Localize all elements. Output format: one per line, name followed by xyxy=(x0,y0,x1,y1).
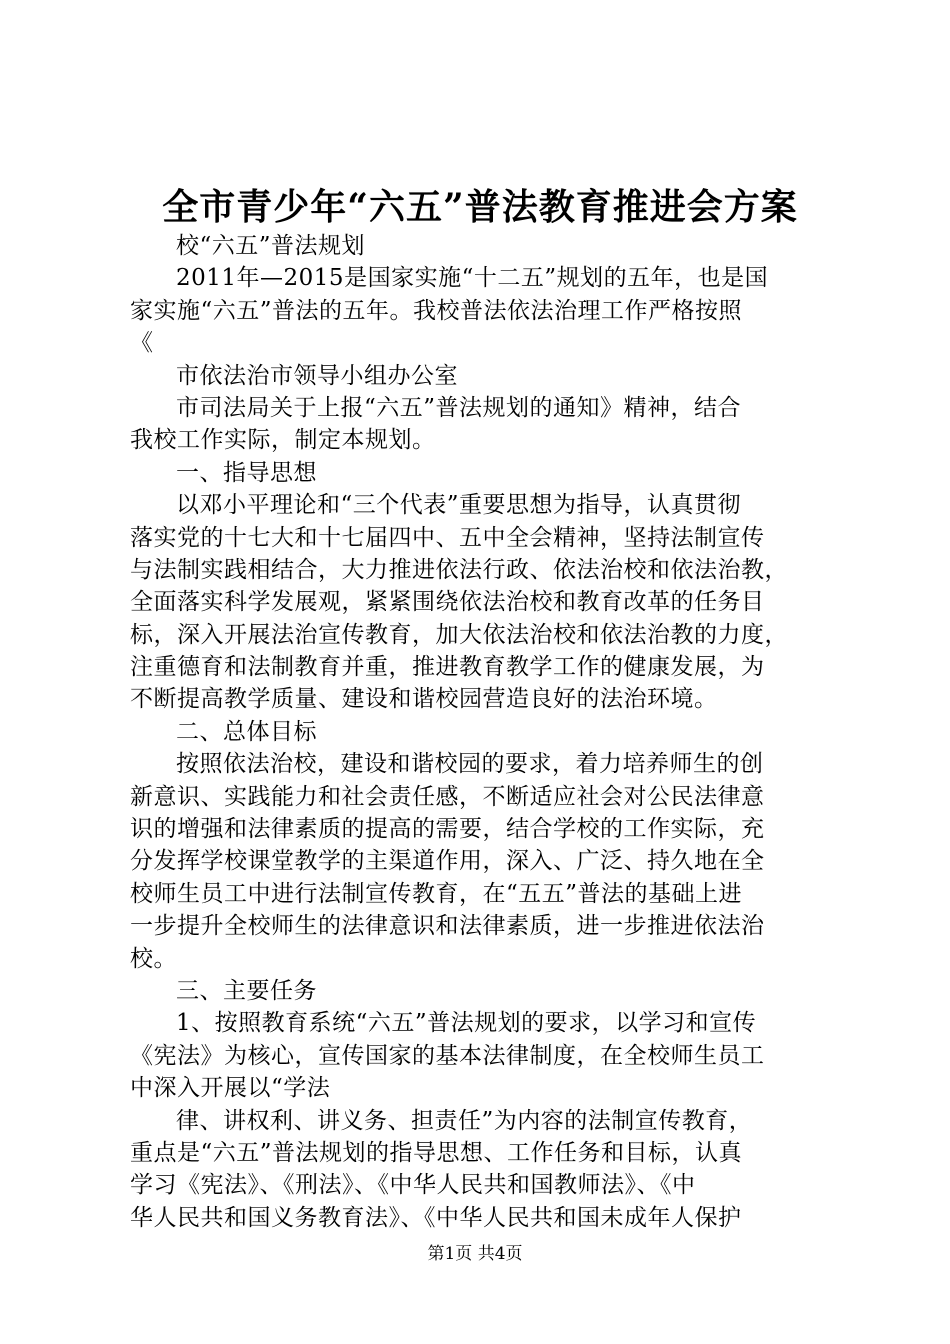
body-line: 以邓小平理论和“三个代表”重要思想为指导，认真贯彻 xyxy=(176,492,742,519)
body-line: 中深入开展以“学法 xyxy=(130,1075,331,1102)
body-line: 不断提高教学质量、建设和谐校园营造良好的法治环境。 xyxy=(130,686,718,713)
body-line: 识的增强和法律素质的提高的需要，结合学校的工作实际，充 xyxy=(130,816,765,843)
document-body xyxy=(130,230,830,1234)
body-line: 注重德育和法制教育并重，推进教育教学工作的健康发展，为 xyxy=(130,654,765,681)
page-footer: 第1页 共4页 xyxy=(427,1244,523,1264)
section-heading: 二、总体目标 xyxy=(176,718,317,745)
body-line: 律、讲权利、讲义务、担责任”为内容的法制宣传教育， xyxy=(176,1107,753,1134)
body-line: 市司法局关于上报“六五”普法规划的通知》精神，结合 xyxy=(176,394,742,421)
body-line: 校师生员工中进行法制宣传教育，在“五五”普法的基础上进 xyxy=(130,880,743,907)
body-line: 全面落实科学发展观，紧紧围绕依法治校和教育改革的任务目 xyxy=(130,589,765,616)
body-line: 分发挥学校课堂教学的主渠道作用，深入、广泛、持久地在全 xyxy=(130,848,765,875)
body-line: 2011年—2015是国家实施“十二五”规划的五年，也是国 xyxy=(176,265,769,292)
body-line: 一步提升全校师生的法律意识和法律素质，进一步推进依法治 xyxy=(130,913,765,940)
section-heading: 一、指导思想 xyxy=(176,459,317,486)
body-line: 标，深入开展法治宣传教育，加大依法治校和依法治教的力度， xyxy=(130,621,788,648)
body-line: 我校工作实际，制定本规划。 xyxy=(130,427,436,454)
body-line: 学习《宪法》、《刑法》、《中华人民共和国教师法》、《中 xyxy=(130,1172,696,1199)
body-line: 《宪法》为核心，宣传国家的基本法律制度，在全校师生员工 xyxy=(130,1042,765,1069)
section-heading: 三、主要任务 xyxy=(176,977,317,1004)
body-line: 校。 xyxy=(130,945,177,972)
body-line: 华人民共和国义务教育法》、《中华人民共和国未成年人保护 xyxy=(130,1204,742,1231)
document-title: 全市青少年“六五”普法教育推进会方案 xyxy=(162,186,798,228)
body-line: 校“六五”普法规划 xyxy=(176,233,366,259)
body-line: 市依法治市领导小组办公室 xyxy=(176,362,458,389)
body-line: 与法制实践相结合，大力推进依法行政、依法治校和依法治教， xyxy=(130,556,788,583)
body-line: 新意识、实践能力和社会责任感，不断适应社会对公民法律意 xyxy=(130,783,765,810)
body-line: 按照依法治校，建设和谐校园的要求，着力培养师生的创 xyxy=(176,751,764,778)
body-line: 落实党的十七大和十七届四中、五中全会精神，坚持法制宣传 xyxy=(130,524,765,551)
body-line: 家实施“六五”普法的五年。我校普法依法治理工作严格按照 xyxy=(130,297,743,324)
body-line: 《 xyxy=(130,330,154,357)
body-line: 重点是“六五”普法规划的指导思想、工作任务和目标，认真 xyxy=(130,1139,743,1166)
body-line: 1、按照教育系统“六五”普法规划的要求，以学习和宣传 xyxy=(176,1010,757,1037)
